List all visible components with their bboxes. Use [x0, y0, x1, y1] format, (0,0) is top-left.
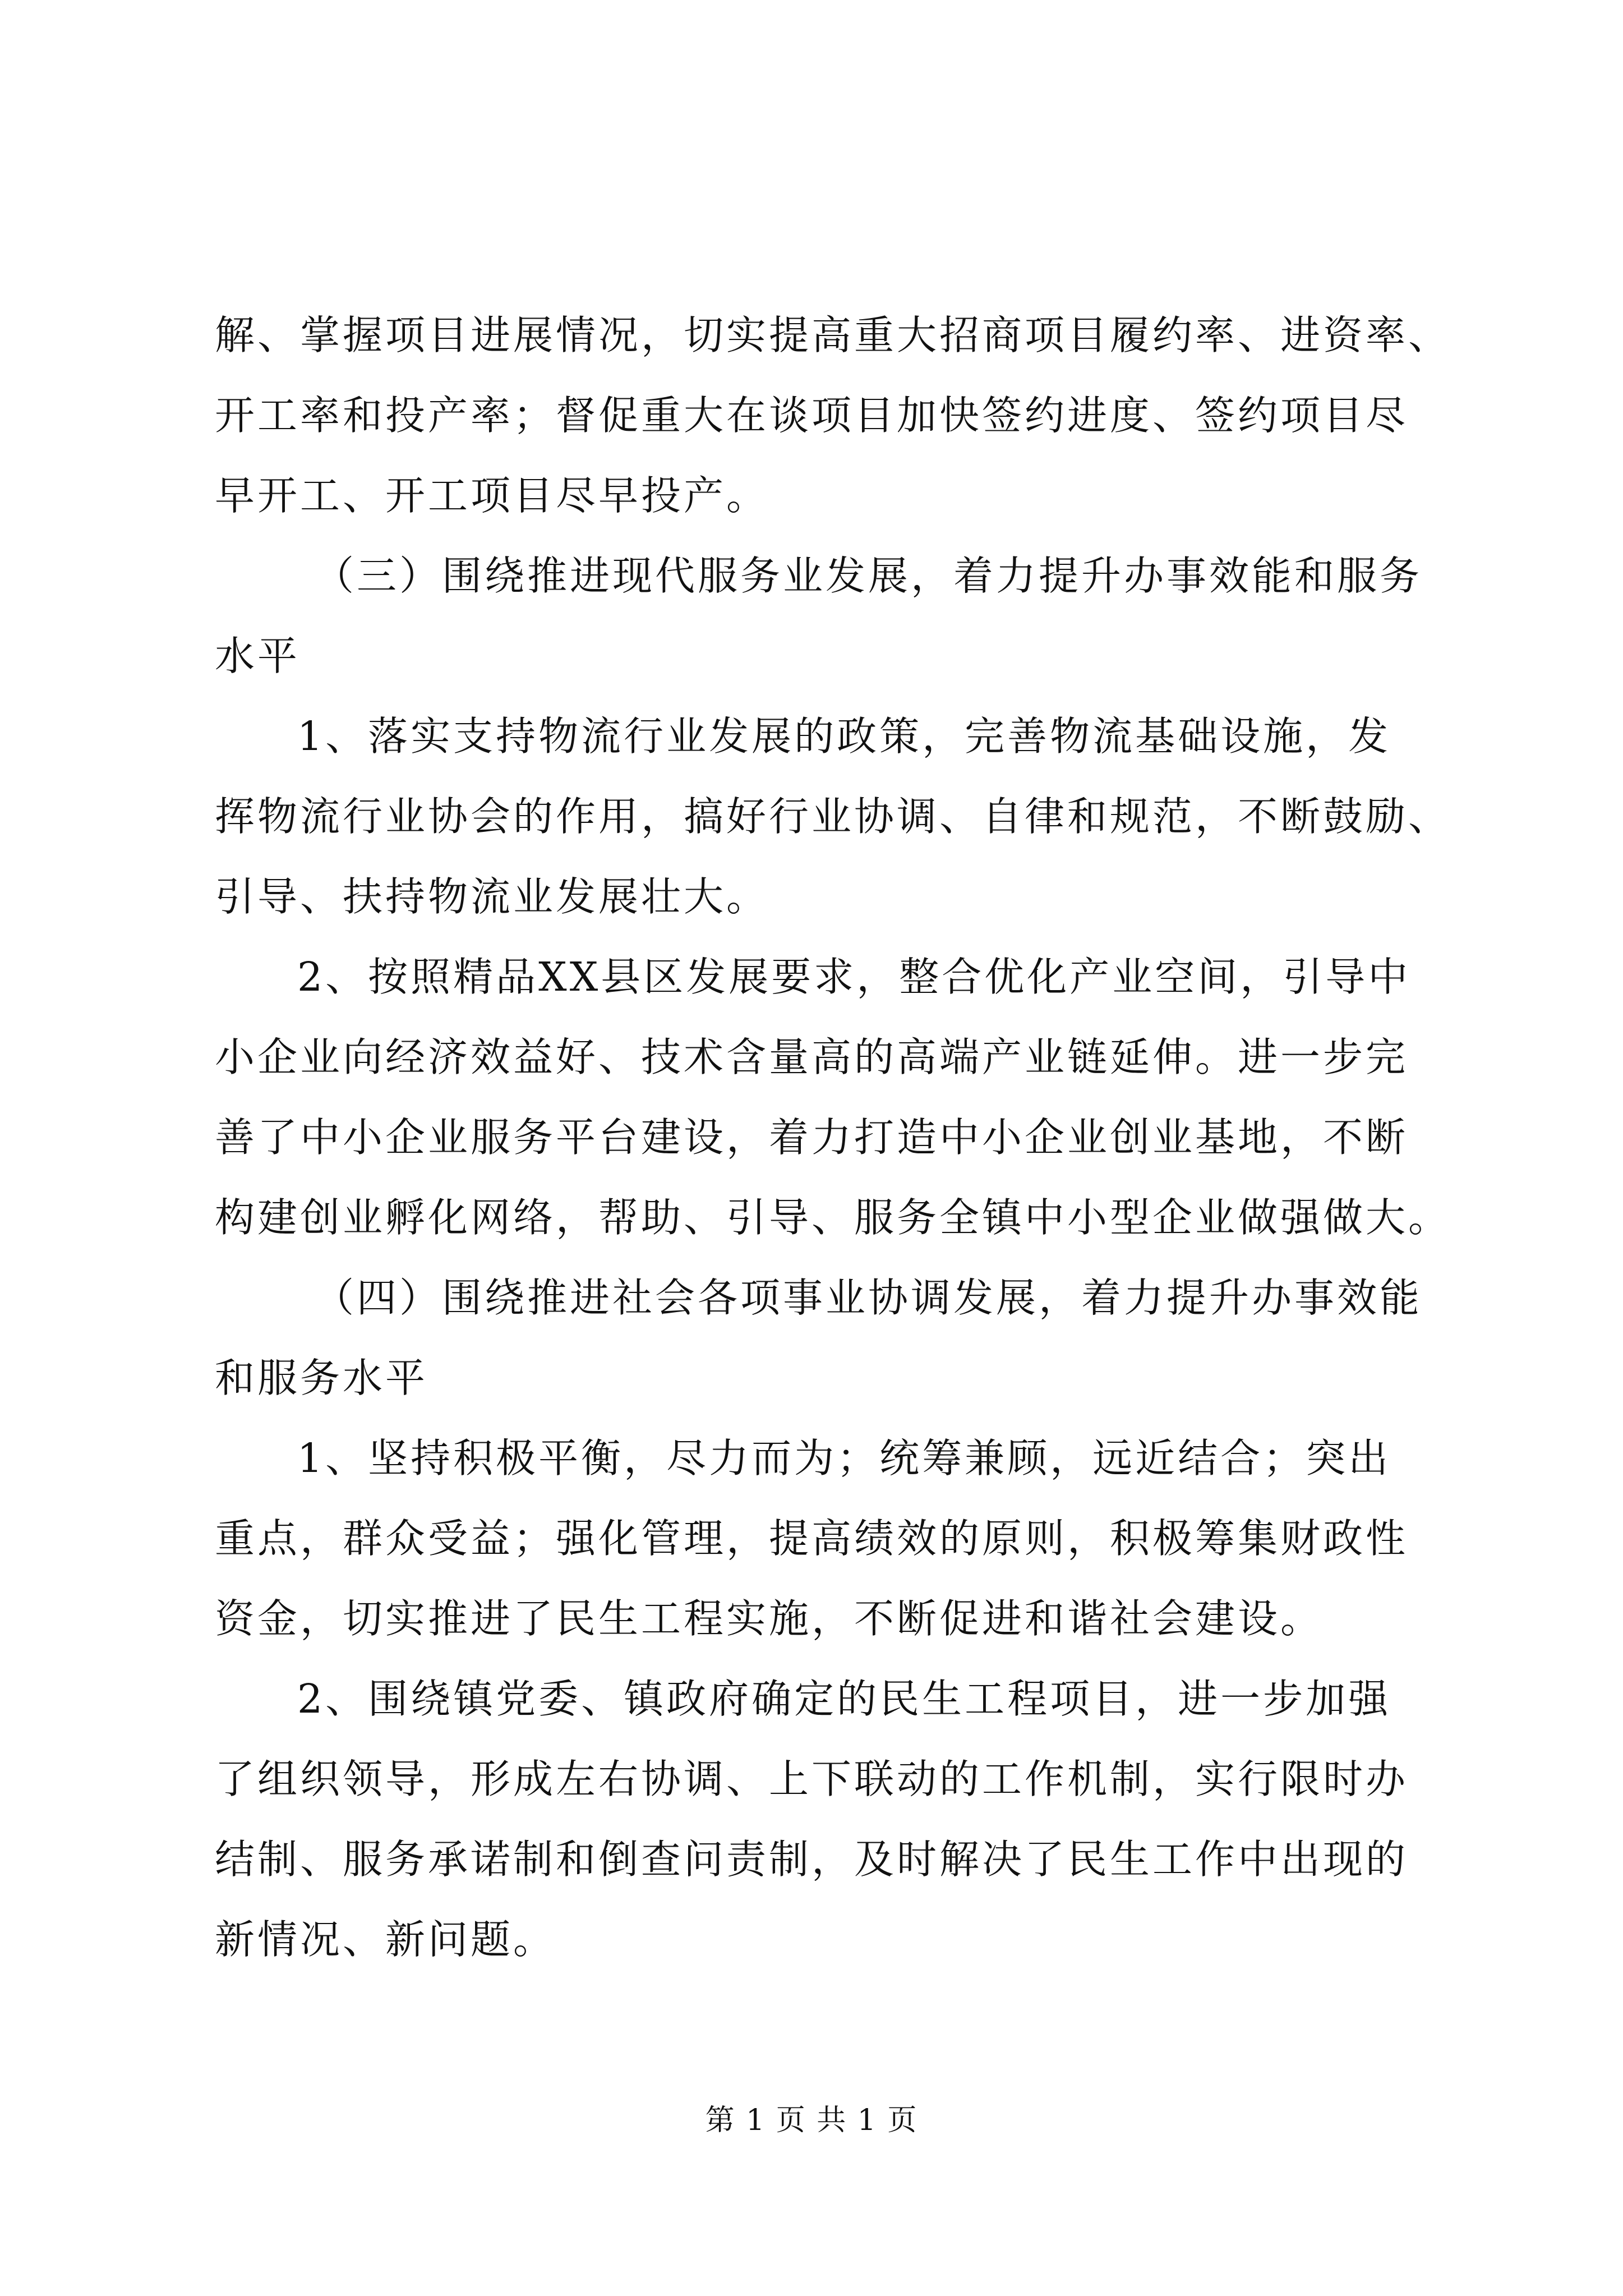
text-line: 挥物流行业协会的作用，搞好行业协调、自律和规范，不断鼓励、 — [215, 793, 1451, 840]
text-line: 1、落实支持物流行业发展的政策，完善物流基础设施，发 — [297, 713, 1391, 760]
section-heading-line: 水平 — [215, 633, 301, 679]
text-line: 早开工、开工项目尽早投产。 — [215, 472, 769, 519]
section-heading-line: 和服务水平 — [215, 1355, 428, 1401]
text-line: 结制、服务承诺制和倒查问责制，及时解决了民生工作中出现的 — [215, 1836, 1409, 1883]
text-line: 1、坚持积极平衡，尽力而为；统筹兼顾，远近结合；突出 — [297, 1435, 1391, 1481]
text-line: 2、按照精品XX县区发展要求，整合优化产业空间，引导中 — [297, 954, 1411, 1000]
text-line: 新情况、新问题。 — [215, 1916, 556, 1963]
section-heading-line: （四）围绕推进社会各项事业协调发展，着力提升办事效能 — [314, 1274, 1423, 1321]
text-line: 2、围绕镇党委、镇政府确定的民生工程项目，进一步加强 — [297, 1676, 1391, 1722]
text-line: 资金，切实推进了民生工程实施，不断促进和谐社会建设。 — [215, 1595, 1324, 1642]
text-line: 解、掌握项目进展情况，切实提高重大招商项目履约率、进资率、 — [215, 312, 1451, 358]
page-footer: 第 1 页 共 1 页 — [705, 2104, 918, 2137]
text-line: 了组织领导，形成左右协调、上下联动的工作机制，实行限时办 — [215, 1756, 1409, 1802]
text-line: 善了中小企业服务平台建设，着力打造中小企业创业基地，不断 — [215, 1114, 1409, 1161]
text-line: 重点，群众受益；强化管理，提高绩效的原则，积极筹集财政性 — [215, 1515, 1409, 1562]
text-line: 构建创业孵化网络，帮助、引导、服务全镇中小型企业做强做大。 — [215, 1194, 1451, 1241]
text-line: 小企业向经济效益好、技术含量高的高端产业链延伸。进一步完 — [215, 1034, 1409, 1080]
text-line: 开工率和投产率；督促重大在谈项目加快签约进度、签约项目尽 — [215, 392, 1409, 439]
section-heading-line: （三）围绕推进现代服务业发展，着力提升办事效能和服务 — [314, 553, 1423, 599]
text-line: 引导、扶持物流业发展壮大。 — [215, 873, 769, 920]
